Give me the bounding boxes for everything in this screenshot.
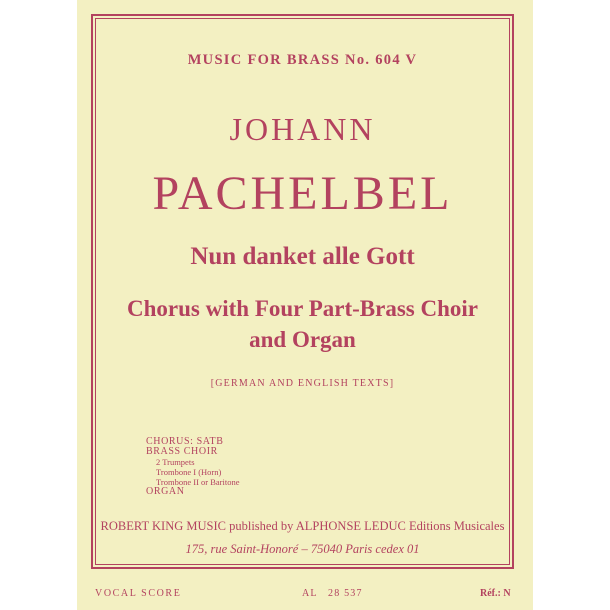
cover-footer: [0, 588, 610, 602]
instrumentation-item: Trombone II or Baritone: [156, 477, 240, 487]
subtitle-line-1: Chorus with Four Part-Brass Choir: [127, 296, 478, 321]
series-line: MUSIC FOR BRASS No. 604 V: [187, 52, 418, 68]
work-title: Nun danket alle Gott: [190, 243, 415, 270]
publisher-line: ROBERT KING MUSIC published by ALPHONSE LEDUC Editions Musicales: [100, 519, 505, 533]
composer-last-name: PACHELBEL: [152, 167, 453, 220]
instrumentation-item: BRASS CHOIR: [146, 446, 218, 457]
subtitle-line-2: and Organ: [249, 327, 356, 352]
instrumentation-item: ORGAN: [146, 486, 185, 497]
texts-note: [GERMAN AND ENGLISH TEXTS]: [210, 378, 395, 389]
publisher-address: 175, rue Saint-Honoré – 75040 Paris cedex 01: [185, 542, 420, 556]
reference-code: Réf.: N: [480, 588, 511, 599]
score-type: VOCAL SCORE: [95, 588, 182, 599]
instrumentation-item: 2 Trumpets: [156, 457, 195, 467]
instrumentation-item: Trombone I (Horn): [156, 467, 222, 477]
instrumentation-list: [146, 437, 240, 497]
catalog-number: 28 537: [328, 588, 363, 599]
catalog-prefix: AL: [302, 588, 318, 599]
composer-first-name: JOHANN: [229, 111, 376, 147]
instrumentation-item: CHORUS: SATB: [146, 436, 224, 447]
